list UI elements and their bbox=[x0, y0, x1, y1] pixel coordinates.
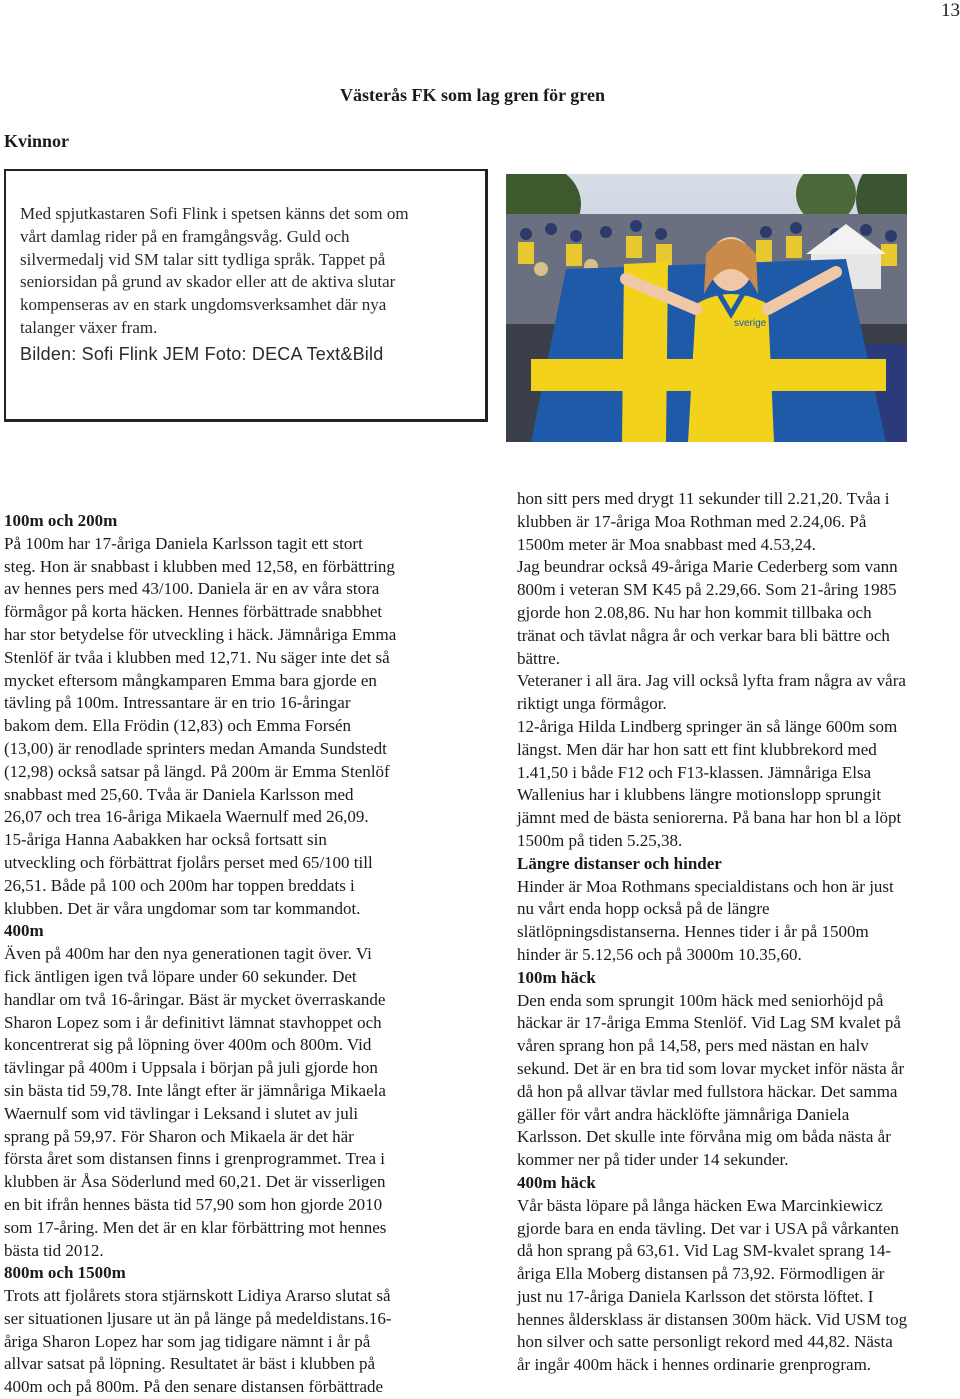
intro-line: Med spjutkastaren Sofi Flink i spetsen känns det som om bbox=[20, 204, 409, 223]
body-line: jämnt med de bästa seniorerna. På bana har hon bl a löpt bbox=[517, 808, 902, 828]
body-line: har stor betydelse för utveckling i häck. Jämnåriga Emma bbox=[4, 624, 397, 644]
body-line: då hon sprang på 63,61. Vid Lag SM-kvalet sprang 14- bbox=[517, 1241, 892, 1261]
body-line: Trots att fjolårets stora stjärnskott Lidiya Ararso slutat så bbox=[4, 1286, 391, 1306]
right-column bbox=[517, 488, 960, 1377]
body-line: första året som distansen finns i grenprogrammet. Trea i bbox=[4, 1149, 386, 1169]
section-heading: 400m häck bbox=[517, 1172, 596, 1192]
body-line: ser situationen ljusare ut än på länge på medeldistans.16- bbox=[4, 1308, 392, 1328]
section-heading: 100m häck bbox=[517, 967, 596, 987]
body-line: Den enda som sprungit 100m häck med seniorhöjd på bbox=[517, 990, 884, 1010]
body-line: Stenlöf är tvåa i klubben med 12,71. Nu säger inte det så bbox=[4, 647, 390, 667]
body-line: av hennes pers med 43/100. Daniela är en av våra stora bbox=[4, 579, 380, 599]
body-line: fick äntligen igen två löpare under 60 sekunder. Det bbox=[4, 966, 357, 986]
body-line: gäller för vårt andra häcklöfte jämnåriga Daniela bbox=[517, 1104, 850, 1124]
body-line: våren sprang hon på 14,58, pers med nästan en halv bbox=[517, 1036, 869, 1056]
body-line: Vår bästa löpare på långa häcken Ewa Marcinkiewicz bbox=[517, 1195, 883, 1215]
body-line: gjorde bara en enda tävling. Det var i USA på vårkanten bbox=[517, 1218, 899, 1238]
body-line: 400m och på 800m. På den senare distansen förbättrade bbox=[4, 1377, 384, 1397]
section-heading: 800m och 1500m bbox=[4, 1263, 126, 1283]
body-line: 1500m meter är Moa snabbast med 4.53,24. bbox=[517, 534, 816, 554]
body-line: 26,51. Både på 100 och 200m har toppen breddats i bbox=[4, 875, 355, 895]
body-line: steg. Hon är snabbast i klubben med 12,58, en förbättring bbox=[4, 556, 395, 576]
body-line: just nu 17-åriga Daniela Karlsson det största löftet. I bbox=[517, 1286, 874, 1306]
body-line: klubben är 17-åriga Moa Rothman med 2.24,06. På bbox=[517, 511, 867, 531]
body-line: hon sitt pers med drygt 11 sekunder till 2.21,20. Tvåa i bbox=[517, 489, 890, 508]
body-line: förmågor på korta häcken. Hennes förbättrade snabbhet bbox=[4, 602, 383, 622]
body-line: klubben. Det är våra ungdomar som tar kommandot. bbox=[4, 898, 361, 918]
body-line: 1500m på tiden 5.25,38. bbox=[517, 830, 683, 850]
body-line: Även på 400m har den nya generationen tagit över. Vi bbox=[4, 944, 372, 964]
body-line: allvar satsat på löpning. Resultatet är bäst i klubben på bbox=[4, 1354, 376, 1374]
body-line: Wallenius har i klubbens längre motionslopp sprungit bbox=[517, 785, 882, 805]
body-line: bakom dem. Ella Frödin (12,83) och Emma Forsén bbox=[4, 716, 352, 736]
body-line: På 100m har 17-åriga Daniela Karlsson tagit ett stort bbox=[4, 533, 363, 553]
shirt-text: sverige bbox=[734, 318, 767, 329]
body-line: Hinder är Moa Rothmans specialdistans och hon är just bbox=[517, 876, 894, 896]
body-line: kommer ner på tider under 14 sekunder. bbox=[517, 1150, 789, 1170]
section-label: Kvinnor bbox=[4, 131, 70, 151]
body-line: tävling på 100m. Intressantare är en trio 16-åringar bbox=[4, 693, 351, 713]
body-line: som 17-åring. Men det är en klar förbättring mot hennes bbox=[4, 1217, 387, 1237]
body-line: 1.41,50 i både F12 och F13-klassen. Jämnåriga Elsa bbox=[517, 762, 872, 782]
body-line: utveckling och förbättrat fjolårs perset med 65/100 till bbox=[4, 852, 373, 872]
section-heading: 100m och 200m bbox=[4, 511, 118, 530]
intro-box bbox=[4, 169, 488, 422]
body-line: sin bästa tid 59,78. Inte långt efter är jämnåriga Mikaela bbox=[4, 1080, 386, 1100]
body-line: en bit ifrån hennes bästa tid 57,90 som hon gjorde 2010 bbox=[4, 1194, 383, 1214]
article-title: Västerås FK som lag gren för gren bbox=[340, 85, 605, 105]
body-line: bästa tid 2012. bbox=[4, 1240, 104, 1260]
body-line: tävlingar på 400m i Uppsala i början på juli gjorde hon bbox=[4, 1058, 378, 1078]
body-line: 15-åriga Hanna Aabakken har också fortsatt sin bbox=[4, 830, 327, 850]
body-line: (12,98) också satsar på längd. På 200m är Emma Stenlöf bbox=[4, 761, 390, 781]
photo-caption: Bilden: Sofi Flink JEM Foto: DECA Text&Bild bbox=[20, 343, 384, 364]
left-column bbox=[4, 510, 454, 1399]
body-line: bättre. bbox=[517, 648, 560, 668]
intro-line: silvermedalj vid SM talar sitt tydliga språk. Tappet på bbox=[20, 249, 386, 269]
body-line: (13,00) är renodlade sprinters medan Amanda Sundstedt bbox=[4, 738, 387, 758]
body-line: snabbast med 25,60. Tvåa är Daniela Karlsson med bbox=[4, 784, 354, 804]
body-line: Veteraner i all ära. Jag vill också lyfta fram några av våra bbox=[517, 671, 906, 691]
intro-line: vårt damlag rider på en framgångsvåg. Guld och bbox=[20, 226, 350, 246]
page-number: 13 bbox=[941, 0, 960, 21]
intro-line: kompenseras av en stark ungdomsverksamhet där nya bbox=[20, 295, 387, 315]
body-line: tränat och tävlat några år och verkar bara bli bättre och bbox=[517, 625, 890, 645]
body-line: riktigt unga förmågor. bbox=[517, 694, 667, 714]
body-line: längst. Men där har hon satt ett fint klubbrekord med bbox=[517, 739, 877, 759]
body-line: slätlöpningsdistanserna. Hennes tider i år på 1500m bbox=[517, 922, 869, 942]
body-line: hennes åldersklass är distansen 300m häck. Vid USM tog bbox=[517, 1309, 908, 1329]
section-heading: Längre distanser och hinder bbox=[517, 853, 722, 873]
body-line: 26,07 och trea 16-åriga Mikaela Waernulf med 26,09. bbox=[4, 807, 369, 827]
body-line: Karlsson. Det skulle inte förvåna mig om båda nästa år bbox=[517, 1127, 891, 1147]
athlete-photo bbox=[506, 174, 907, 442]
body-line: hinder är 5.12,56 och på 3000m 10.35,60. bbox=[517, 944, 802, 964]
body-line: åriga Ella Moberg distansen på 73,92. Förmodligen är bbox=[517, 1264, 885, 1284]
body-line: Waernulf som vid tävlingar i Leksand i slutet av juli bbox=[4, 1103, 359, 1123]
intro-line: talanger växer fram. bbox=[20, 317, 158, 337]
body-line: år ingår 400m häck i hennes ordinarie grenprogram. bbox=[517, 1355, 872, 1375]
section-heading: 400m bbox=[4, 921, 44, 941]
body-line: nu vårt enda hopp också på de längre bbox=[517, 899, 770, 919]
body-line: 12-åriga Hilda Lindberg springer än så länge 600m som bbox=[517, 716, 898, 736]
body-line: mycket eftersom mångkamparen Emma bara gjorde en bbox=[4, 670, 377, 690]
body-line: 800m i veteran SM K45 på 2.29,66. Som 21-åring 1985 bbox=[517, 580, 897, 600]
body-line: hon silver och satte personligt rekord med 44,82. Nästa bbox=[517, 1332, 893, 1352]
intro-text bbox=[20, 203, 480, 366]
body-line: Sharon Lopez som i år definitivt lämnat stavhoppet och bbox=[4, 1012, 382, 1032]
intro-line: seniorsidan på grund av skador eller att de aktiva slutar bbox=[20, 272, 396, 292]
body-line: häckar är 17-åriga Emma Stenlöf. Vid Lag SM kvalet på bbox=[517, 1013, 901, 1033]
body-line: åriga Sharon Lopez har som jag tidigare nämnt i år på bbox=[4, 1331, 371, 1351]
body-line: gjorde hon 2.08,86. Nu har hon kommit tillbaka och bbox=[517, 602, 872, 622]
body-line: Jag beundrar också 49-åriga Marie Cederberg som vann bbox=[517, 557, 898, 577]
body-line: då hon på allvar tävlar med fullstora häckar. Det samma bbox=[517, 1081, 898, 1101]
body-line: sprang på 59,97. För Sharon och Mikaela är det här bbox=[4, 1126, 354, 1146]
body-line: klubben är Åsa Söderlund med 60,21. Det är visserligen bbox=[4, 1172, 386, 1192]
body-line: sekund. Det är en bra tid som lovar mycket inför nästa år bbox=[517, 1058, 905, 1078]
body-line: koncentrerat sig på löpning över 400m och 800m. Vid bbox=[4, 1035, 372, 1055]
body-line: handlar om två 16-åringar. Bäst är mycket överraskande bbox=[4, 989, 386, 1009]
